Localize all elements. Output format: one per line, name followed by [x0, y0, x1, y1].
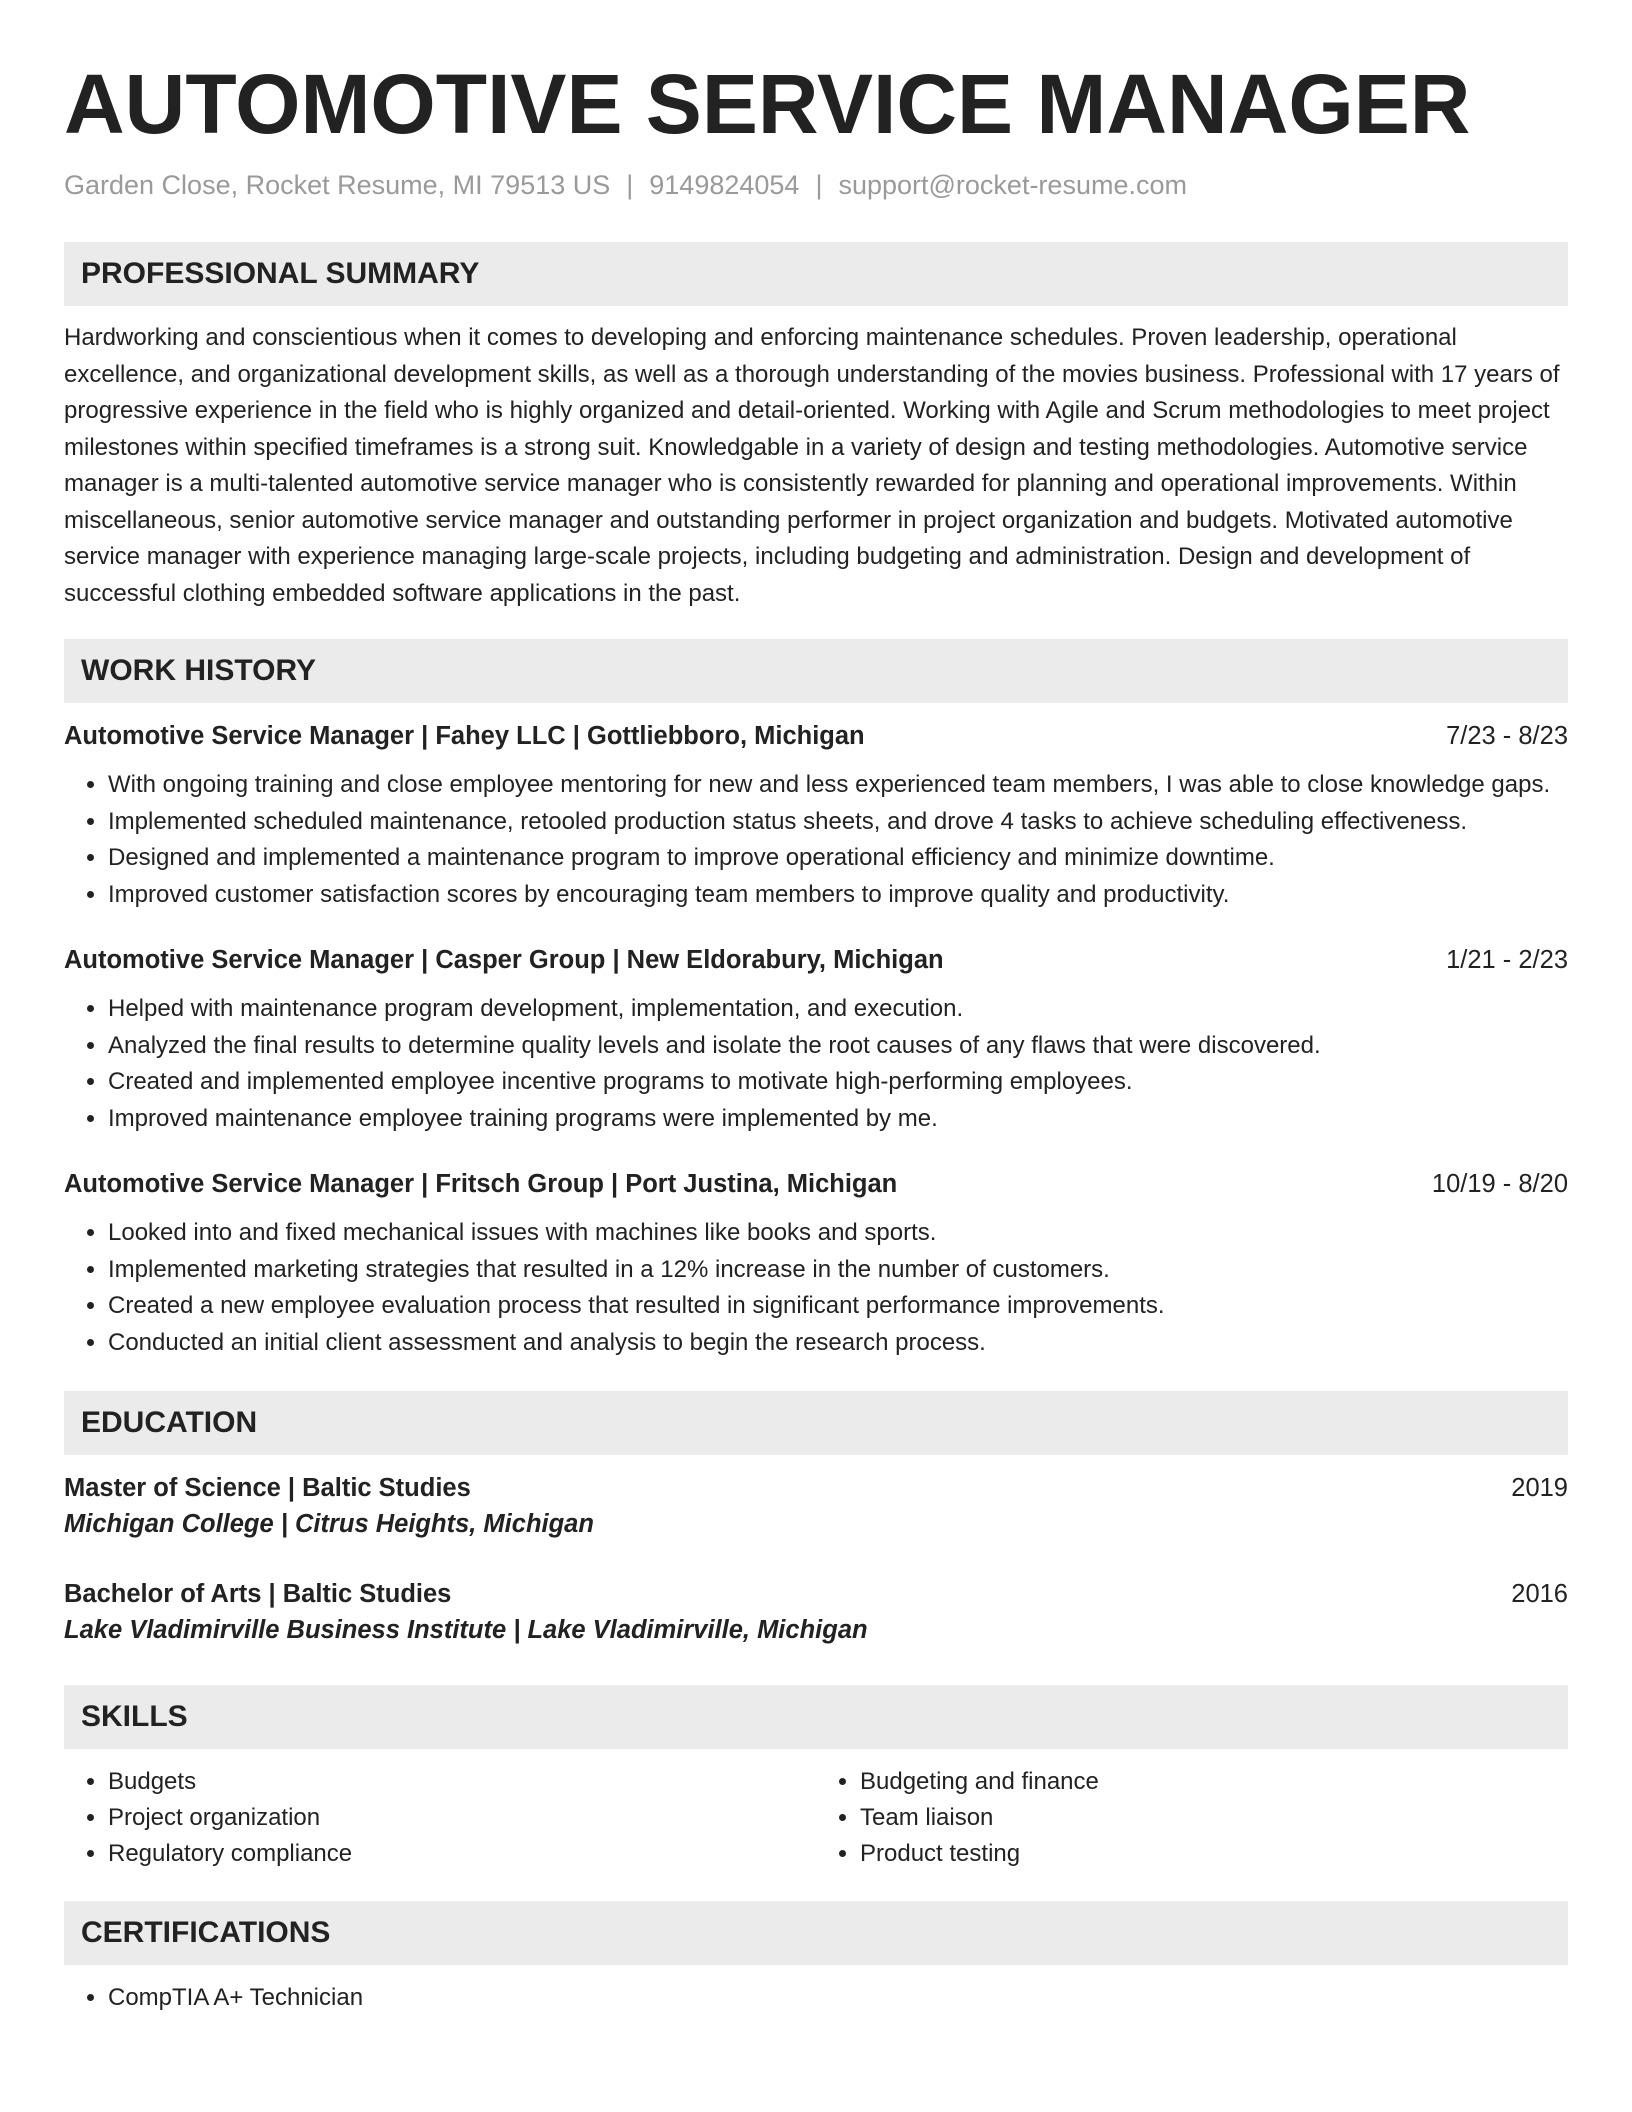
education-entry	[64, 1471, 1568, 1543]
job-bullets	[64, 991, 1568, 1137]
job-bullet: • With ongoing training and close employee mentoring for new and less experienced team members, I was able to close knowledge gaps.	[108, 767, 1568, 804]
job-bullets	[64, 767, 1568, 913]
job-bullet: • Improved customer satisfaction scores by encouraging team members to improve quality and productivity.	[108, 877, 1568, 914]
skill-item: • Budgeting and finance	[860, 1764, 1568, 1800]
skill-item: • Project organization	[108, 1800, 816, 1836]
education-school: Michigan College | Citrus Heights, Michigan	[64, 1510, 594, 1538]
education-degree: Bachelor of Arts | Baltic Studies	[64, 1580, 452, 1608]
job-header	[64, 1167, 1568, 1201]
job-dates: 10/19 - 8/20	[1431, 1170, 1568, 1198]
contact-email: support@rocket-resume.com	[838, 170, 1187, 200]
skill-item: • Budgets	[108, 1764, 816, 1800]
job-bullet: • Improved maintenance employee training programs were implemented by me.	[108, 1101, 1568, 1138]
contact-separator: |	[626, 170, 634, 200]
section-heading-skills: SKILLS	[64, 1685, 1568, 1749]
section-heading-education: EDUCATION	[64, 1391, 1568, 1455]
job-title: Automotive Service Manager | Fritsch Group | Port Justina, Michigan	[64, 1170, 898, 1198]
job-entry	[64, 1167, 1568, 1361]
education-header	[64, 1577, 1568, 1611]
job-header	[64, 719, 1568, 753]
job-dates: 7/23 - 8/23	[1446, 722, 1568, 750]
job-bullet: • Analyzed the final results to determine quality levels and isolate the root causes of any flaws that were discovered.	[108, 1028, 1568, 1065]
skills-list	[64, 1764, 1568, 1872]
job-bullet: • Implemented scheduled maintenance, retooled production status sheets, and drove 4 tasks to achieve scheduling effectiveness.	[108, 804, 1568, 841]
skill-item: • Product testing	[860, 1836, 1568, 1872]
education-entry	[64, 1577, 1568, 1649]
job-bullet: • Conducted an initial client assessment and analysis to begin the research process.	[108, 1325, 1568, 1362]
job-entry	[64, 943, 1568, 1137]
job-bullet: • Looked into and fixed mechanical issues with machines like books and sports.	[108, 1215, 1568, 1252]
job-bullet: • Implemented marketing strategies that resulted in a 12% increase in the number of customers.	[108, 1252, 1568, 1289]
skills-column-right	[816, 1764, 1568, 1872]
section-heading-work-history: WORK HISTORY	[64, 639, 1568, 703]
contact-phone: 9149824054	[649, 170, 800, 200]
education-year: 2019	[1511, 1474, 1568, 1502]
contact-line	[64, 168, 1568, 202]
job-title: Automotive Service Manager | Casper Group | New Eldorabury, Michigan	[64, 946, 944, 974]
section-heading-summary: PROFESSIONAL SUMMARY	[64, 242, 1568, 306]
job-dates: 1/21 - 2/23	[1446, 946, 1568, 974]
certification-item: • CompTIA A+ Technician	[108, 1980, 1568, 2017]
job-header	[64, 943, 1568, 977]
job-bullet: • Created and implemented employee incentive programs to motivate high-performing employees.	[108, 1064, 1568, 1101]
education-header	[64, 1471, 1568, 1505]
job-bullet: • Helped with maintenance program development, implementation, and execution.	[108, 991, 1568, 1028]
certifications-list	[64, 1980, 1568, 2017]
contact-address: Garden Close, Rocket Resume, MI 79513 US	[64, 170, 611, 200]
job-title: Automotive Service Manager | Fahey LLC | Gottliebboro, Michigan	[64, 722, 865, 750]
job-bullet: • Designed and implemented a maintenance program to improve operational efficiency and minimize downtime.	[108, 840, 1568, 877]
education-year: 2016	[1511, 1580, 1568, 1608]
contact-separator: |	[815, 170, 823, 200]
job-bullets	[64, 1215, 1568, 1361]
education-degree: Master of Science | Baltic Studies	[64, 1474, 471, 1502]
skills-column-left	[64, 1764, 816, 1872]
education-school: Lake Vladimirville Business Institute | Lake Vladimirville, Michigan	[64, 1616, 868, 1644]
job-entry	[64, 719, 1568, 913]
summary-text: Hardworking and conscientious when it comes to developing and enforcing maintenance schedules. Proven leadership, operational excellence, and organizational development skills, as well as a thorough understanding of the movies business. Professional with 17 years of progressive experience in the field who is highly organized and detail-oriented. Working with Agile and Scrum methodologies to meet project milestones within specified timeframes is a strong suit. Knowledgable in a variety of design and testing methodologies. Automotive service manager is a multi-talented automotive service manager who is consistently rewarded for planning and operational improvements. Within miscellaneous, senior automotive service manager and outstanding performer in project organization and budgets. Motivated automotive service manager with experience managing large-scale projects, including budgeting and administration. Design and development of successful clothing embedded software applications in the past.	[64, 324, 1560, 607]
resume-name: AUTOMOTIVE SERVICE MANAGER	[64, 57, 1471, 151]
section-heading-certifications: CERTIFICATIONS	[64, 1901, 1568, 1965]
job-bullet: • Created a new employee evaluation process that resulted in significant performance improvements.	[108, 1288, 1568, 1325]
skill-item: • Team liaison	[860, 1800, 1568, 1836]
skill-item: • Regulatory compliance	[108, 1836, 816, 1872]
